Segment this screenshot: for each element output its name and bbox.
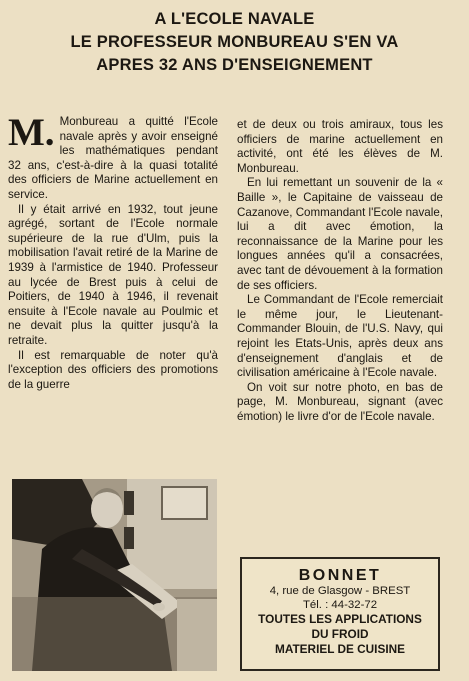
headline-line-3: APRES 32 ANS D'ENSEIGNEMENT [96, 56, 373, 74]
article-photo [12, 479, 217, 671]
article-paragraph [8, 111, 218, 203]
article-paragraph: Le Commandant de l'Ecole remerciait le même jour, le Lieutenant-Commander Blouin, de l'U.S. Navy, qui rejoint les Etats-Unis, après deux ans d'enseignement d'anglais et de civilisation américaine à l'Ecole navale. [237, 293, 443, 380]
advertisement-box [240, 557, 440, 671]
ad-phone: Tél. : 44-32-72 [302, 598, 378, 611]
ad-line-2: DU FROID [311, 627, 369, 641]
headline [0, 8, 469, 77]
article-paragraph: On voit sur notre photo, en bas de page, M. Monbureau, signant (avec émotion) le livre d'or de l'Ecole navale. [237, 380, 443, 423]
article-column-left [8, 111, 218, 392]
ad-line-1: TOUTES LES APPLICATIONS [258, 612, 422, 626]
article-paragraph: En lui remettant un souvenir de la « Baille », le Capitaine de vaisseau de Cazanove, Commandant l'Ecole navale, lui a dit avec émotion, la reconnaissance de la Marine pour les longues années qu'il a consacrées, avec tant de dévouement à la formation de ses officiers. [237, 176, 443, 292]
article-paragraph: Il y était arrivé en 1932, tout jeune agrégé, sortant de l'Ecole normale supérieure de la rue d'Ulm, puis la mobilisation l'avait retiré de la Marine de 1939 à l'armistice de 1940. Professeur au lycée de Brest puis à celui de Poitiers, de 1940 à 1946, il revenait ensuite à l'Ecole navale au Poulmic et ne devait plus la quitter jusqu'à la retraite. [8, 202, 218, 347]
article-column-right [237, 118, 443, 424]
drop-cap: M. [8, 111, 55, 154]
ad-address: 4, rue de Glasgow - BREST [269, 585, 411, 597]
article-paragraph: et de deux ou trois amiraux, tous les officiers de marine actuellement en activité, ont été les élèves de M. Monbureau. [237, 118, 443, 175]
ad-brand: BONNET [298, 567, 382, 584]
photo-illustration [12, 479, 217, 671]
headline-line-1: A L'ECOLE NAVALE [154, 10, 315, 28]
article-paragraph: Il est remarquable de noter qu'à l'exception des officiers des promotions de la guerre [8, 348, 218, 391]
headline-line-2: LE PROFESSEUR MONBUREAU S'EN VA [70, 33, 399, 51]
ad-line-3: MATERIEL DE CUISINE [275, 642, 405, 656]
paragraph-text: Monbureau a quitté l'Ecole navale après y avoir enseigné les mathématiques pendant 32 ans, c'est-à-dire à la quasi totalité des officiers de Marine actuellement en service. [8, 115, 218, 201]
